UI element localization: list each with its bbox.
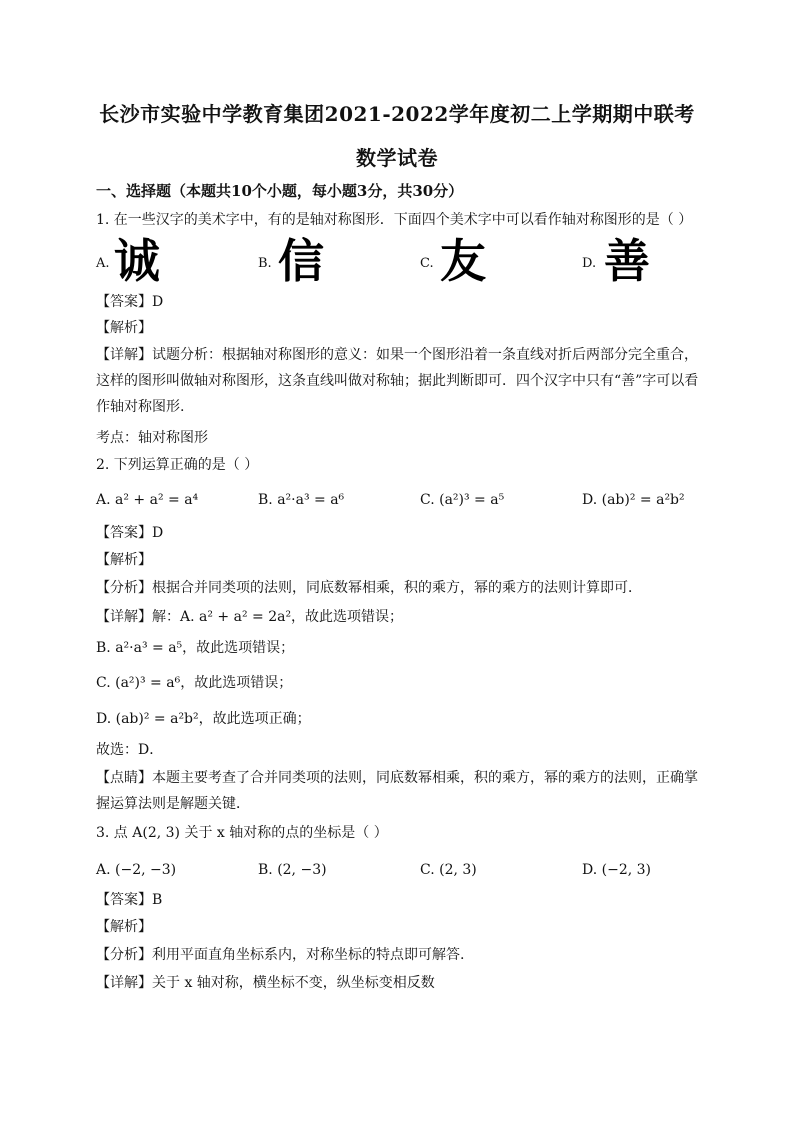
q1-option-d-char: 善 <box>604 234 650 288</box>
q2-answer: 【答案】D <box>96 525 164 541</box>
q2-dianjing: 【点睛】本题主要考查了合并同类项的法则，同底数幂相乘，积的乘方，幂的乘方的法则，正确掌握运算法则是解题关键． <box>96 770 698 812</box>
q1-option-c-letter: C. <box>420 256 434 271</box>
q3-option-d: D. (−2, 3) <box>582 862 651 878</box>
q3-option-c: C. (2, 3) <box>420 862 477 878</box>
q2-analysis-label: 【解析】 <box>96 552 152 568</box>
q1-detail: 【详解】试题分析：根据轴对称图形的意义：如果一个图形沿着一条直线对折后两部分完全重合，这样的图形叫做轴对称图形，这条直线叫做对称轴；据此判断即可．四个汉字中只有“善”字可以看作轴对称图形. <box>96 347 699 415</box>
q3-analysis-label: 【解析】 <box>96 919 152 935</box>
q2-detail-c: C. (a²)³ = a⁶，故此选项错误； <box>96 675 293 691</box>
q1-option-a-letter: A. <box>96 256 110 271</box>
q2-option-a: A. a² + a² = a⁴ <box>96 492 199 508</box>
exam-title: 长沙市实验中学教育集团2021-2022学年度初二上学期期中联考 <box>99 102 695 126</box>
q2-option-d: D. (ab)² = a²b² <box>582 492 685 508</box>
q1-option-d-letter: D. <box>582 256 597 271</box>
q3-option-b: B. (2, −3) <box>258 862 327 878</box>
q2-guxuan: 故选：D． <box>96 742 164 758</box>
q3-detail: 【详解】关于 x 轴对称，横坐标不变，纵坐标变相反数 <box>96 975 435 991</box>
q3-stem: 3. 点 A(2, 3) 关于 x 轴对称的点的坐标是（ ） <box>96 825 388 841</box>
q3-option-a: A. (−2, −3) <box>96 862 177 878</box>
q2-fenxi: 【分析】根据合并同类项的法则，同底数幂相乘，积的乘方，幂的乘方的法则计算即可． <box>96 580 642 596</box>
q1-stem: 1. 在一些汉字的美术字中，有的是轴对称图形．下面四个美术字中可以看作轴对称图形的是（ ） <box>96 212 693 228</box>
exam-subtitle: 数学试卷 <box>356 146 438 170</box>
q1-answer: 【答案】D <box>96 294 164 310</box>
q2-detail-d: D. (ab)² = a²b²，故此选项正确； <box>96 711 311 727</box>
q2-option-c: C. (a²)³ = a⁵ <box>420 492 505 508</box>
q2-detail-a: 【详解】解：A. a² + a² = 2a²，故此选项错误； <box>96 609 404 625</box>
q1-analysis-label: 【解析】 <box>96 320 152 336</box>
q1-option-b-letter: B. <box>258 256 272 271</box>
q3-fenxi: 【分析】利用平面直角坐标系内，对称坐标的特点即可解答. <box>96 947 465 963</box>
q3-answer: 【答案】B <box>96 892 163 908</box>
section-heading: 一、选择题（本题共10个小题，每小题3分，共30分） <box>96 182 464 200</box>
q1-option-c-char: 友 <box>440 234 486 288</box>
q2-option-b: B. a²·a³ = a⁶ <box>258 492 345 508</box>
q1-option-b-char: 信 <box>278 234 324 288</box>
q1-option-a-char: 诚 <box>114 234 160 288</box>
q1-kaodian: 考点：轴对称图形 <box>96 430 208 446</box>
q2-detail-b: B. a²·a³ = a⁵，故此选项错误； <box>96 640 295 656</box>
q2-stem: 2. 下列运算正确的是（ ） <box>96 457 259 473</box>
